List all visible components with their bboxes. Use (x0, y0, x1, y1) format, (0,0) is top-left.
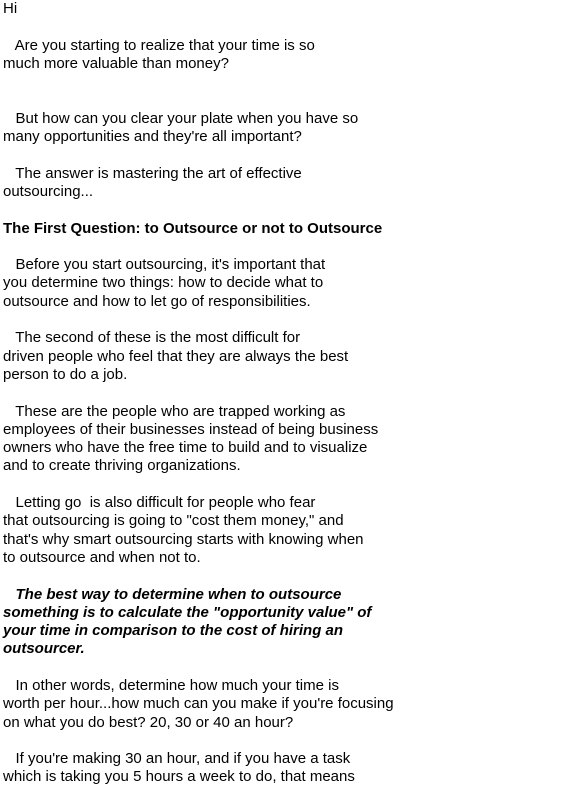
paragraph-line: driven people who feel that they are always the best (3, 347, 349, 365)
paragraph-line: Are you starting to realize that your time is so (3, 36, 315, 54)
section-heading (3, 220, 573, 238)
spacer (3, 384, 573, 402)
spacer (3, 787, 573, 805)
paragraph-line: The answer is mastering the art of effective (3, 164, 302, 182)
spacer (3, 91, 573, 109)
paragraph-line: owners who have the free time to build and to visualize (3, 439, 368, 457)
paragraph (3, 403, 573, 476)
paragraph (3, 494, 573, 567)
paragraph (3, 256, 573, 311)
paragraph-line: Before you start outsourcing, it's important that (3, 256, 326, 274)
paragraph-line: much more valuable than money? (3, 54, 229, 72)
paragraph (3, 37, 573, 74)
paragraph (3, 677, 573, 732)
paragraph-line: your time in comparison to the cost of hiring an (3, 622, 344, 640)
paragraph-line: worth per hour...how much can you make if you're focusing (3, 695, 394, 713)
spacer (3, 18, 573, 36)
spacer (3, 238, 573, 256)
paragraph-line: that's why smart outsourcing starts with knowing when (3, 530, 364, 548)
greeting: Hi (3, 0, 18, 17)
paragraph-line: The second of these is the most difficult for (3, 329, 301, 347)
spacer (3, 476, 573, 494)
paragraph-line: Letting go is also difficult for people who fear (3, 494, 316, 512)
paragraph (3, 165, 573, 202)
paragraph-line: The best way to determine when to outsource (3, 585, 342, 603)
paragraph-line: to outsource and when not to. (3, 548, 201, 566)
paragraph-line: that outsourcing is going to "cost them money," and (3, 512, 344, 530)
spacer (3, 311, 573, 329)
paragraph (3, 750, 573, 787)
spacer (3, 201, 573, 219)
spacer (3, 146, 573, 164)
paragraph-line: outsourcing... (3, 182, 94, 200)
paragraph-line: and to create thriving organizations. (3, 457, 241, 475)
paragraph-line: employees of their businesses instead of being business (3, 420, 379, 438)
paragraph-line: outsource and how to let go of responsibilities. (3, 292, 311, 310)
paragraph-line: which is taking you 5 hours a week to do, that means (3, 768, 355, 786)
spacer (3, 567, 573, 585)
emphasis-paragraph (3, 586, 573, 659)
paragraph-list (3, 37, 573, 805)
paragraph-line: on what you do best? 20, 30 or 40 an hour? (3, 713, 294, 731)
paragraph-line: But how can you clear your plate when you have so (3, 109, 359, 127)
paragraph-line: person to do a job. (3, 365, 128, 383)
paragraph-line: The First Question: to Outsource or not to Outsource (3, 219, 383, 237)
spacer (3, 659, 573, 677)
paragraph-line: you determine two things: how to decide what to (3, 274, 324, 292)
paragraph (3, 110, 573, 147)
spacer (3, 73, 573, 91)
paragraph-line: These are the people who are trapped working as (3, 402, 346, 420)
paragraph-line: outsourcer. (3, 640, 85, 658)
paragraph-line: In other words, determine how much your time is (3, 676, 339, 694)
paragraph (3, 329, 573, 384)
paragraph-line: something is to calculate the "opportunity value" of (3, 603, 372, 621)
paragraph-line: many opportunities and they're all important? (3, 128, 302, 146)
paragraph-line: If you're making 30 an hour, and if you have a task (3, 750, 351, 768)
spacer (3, 732, 573, 750)
document-body (3, 0, 573, 805)
